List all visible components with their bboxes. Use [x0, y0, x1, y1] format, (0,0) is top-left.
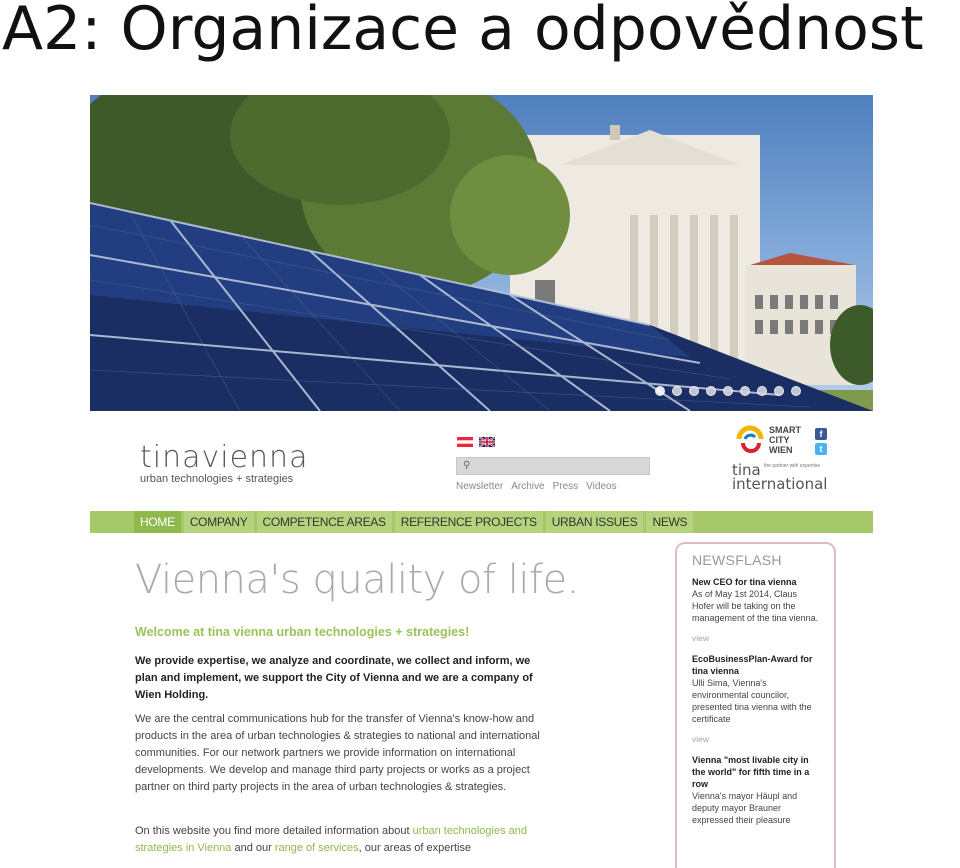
press-link[interactable]: Press	[552, 481, 579, 492]
nav-reference-projects[interactable]: REFERENCE PROJECTS	[395, 511, 543, 533]
austria-flag-icon[interactable]	[457, 437, 473, 447]
wien-word: WIEN	[769, 445, 793, 455]
search-input[interactable]	[456, 457, 650, 475]
newsflash-box	[675, 542, 836, 868]
tinavienna-logo[interactable]	[140, 440, 308, 485]
news-headline[interactable]: EcoBusinessPlan-Award for tina vienna	[692, 654, 813, 676]
logo-wordmark: tinavienna	[140, 440, 309, 475]
slider-dot[interactable]	[740, 386, 750, 396]
slider-dot[interactable]	[774, 386, 784, 396]
newsletter-link[interactable]: Newsletter	[456, 481, 504, 492]
nav-company[interactable]: COMPANY	[184, 511, 254, 533]
main-nav	[90, 511, 873, 533]
logo-tagline: urban technologies + strategies	[140, 473, 294, 485]
slider-dot[interactable]	[655, 386, 665, 396]
tina-international-tagline: the partner with expertise	[764, 463, 821, 469]
news-view-link[interactable]: view	[692, 734, 710, 744]
p3-text-c: , our areas of expertise	[358, 842, 472, 854]
slide-title: A2: Organizace a odpovědnost	[2, 0, 924, 64]
nav-home[interactable]: HOME	[134, 511, 181, 533]
nav-urban-issues[interactable]: URBAN ISSUES	[546, 511, 644, 533]
news-item	[692, 754, 820, 826]
twitter-icon[interactable]: t	[815, 443, 827, 455]
range-of-services-link[interactable]: range of services	[274, 842, 359, 854]
page-headline: Vienna's quality of life.	[135, 557, 579, 603]
slider-dot[interactable]	[723, 386, 733, 396]
news-item	[692, 653, 820, 744]
newsflash-title: NEWSFLASH	[692, 552, 782, 568]
urban-technologies-link[interactable]: urban technologies and strategies in Vienna	[135, 825, 527, 854]
news-body: As of May 1st 2014, Claus Hofer will be taking on the management of the tina vienna.	[692, 589, 819, 623]
archive-link[interactable]: Archive	[511, 481, 545, 492]
website-info-paragraph	[135, 823, 545, 857]
slider-dot[interactable]	[672, 386, 682, 396]
hero-image	[90, 95, 873, 411]
nav-competence-areas[interactable]: COMPETENCE AREAS	[257, 511, 392, 533]
tina-word: tina	[732, 461, 761, 479]
news-item	[692, 576, 820, 643]
videos-link[interactable]: Videos	[586, 481, 617, 492]
intro-paragraph: We provide expertise, we analyze and coordinate, we collect and inform, we plan and implement, we support the City of Vienna and we are a company of Wien Holding.	[135, 655, 533, 701]
social-links	[815, 428, 827, 455]
body-paragraph: We are the central communications hub for the transfer of Vienna's know-how and products in the area of urban technologies & strategies to national and international communities. For our network partners we provide information on international developments. We develop and manage third party projects or works as a project partner on third party projects in the area of urban technologies & strategies.	[135, 713, 540, 793]
news-body: Vienna's mayor Häupl and deputy mayor Brauner expressed their pleasure	[692, 791, 798, 825]
city-word: CITY	[769, 435, 790, 445]
facebook-icon[interactable]: f	[815, 428, 827, 440]
news-headline[interactable]: Vienna "most livable city in the world" for fifth time in a row	[692, 755, 810, 789]
top-links	[456, 481, 617, 492]
p3-text-a: On this website you find more detailed information about	[135, 825, 413, 837]
nav-news[interactable]: NEWS	[646, 511, 693, 533]
uk-flag-icon[interactable]	[479, 437, 495, 447]
news-view-link[interactable]: view	[692, 633, 710, 643]
slider-dots	[655, 386, 801, 396]
tina-international-logo[interactable]	[732, 463, 827, 492]
news-body: Ulli Sima, Vienna's environmental councilor, presented tina vienna with the certificate	[692, 678, 812, 724]
slider-dot[interactable]	[791, 386, 801, 396]
language-flags	[457, 437, 495, 447]
smart-city-mark-icon	[735, 425, 765, 455]
smart-word: SMART	[769, 425, 801, 435]
news-headline[interactable]: New CEO for tina vienna	[692, 577, 797, 587]
slider-dot[interactable]	[757, 386, 767, 396]
slider-dot[interactable]	[689, 386, 699, 396]
website-screenshot	[90, 95, 873, 868]
slider-dot[interactable]	[706, 386, 716, 396]
magnifier-icon: ⚲	[463, 460, 471, 471]
international-word: international	[732, 475, 828, 493]
p3-text-b: and our	[231, 842, 275, 854]
smart-city-wien-logo[interactable]	[735, 425, 801, 455]
welcome-text: Welcome at tina vienna urban technologies + strategies!	[135, 625, 470, 639]
